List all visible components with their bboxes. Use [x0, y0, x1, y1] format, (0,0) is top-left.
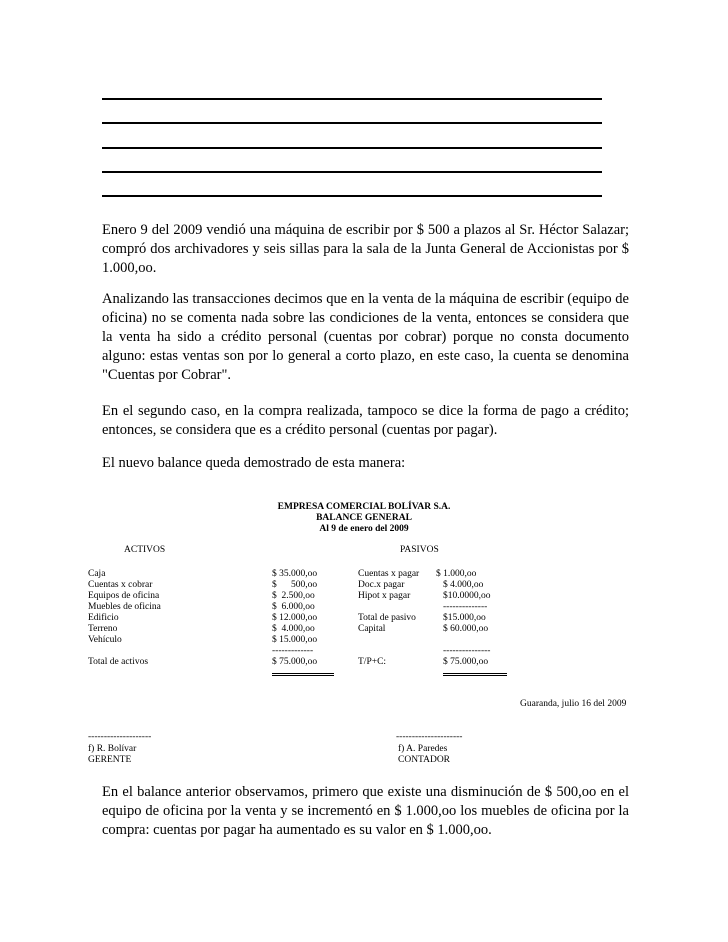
liability-amount: $ 60.000,oo — [443, 624, 489, 634]
liabilities-header: PASIVOS — [400, 545, 439, 555]
double-rule-right — [443, 669, 507, 680]
total-assets-amount: $ 75.000,oo — [272, 657, 318, 667]
asset-name: Equipos de oficina — [88, 591, 160, 601]
paragraph-new-balance: El nuevo balance queda demostrado de esta manera: — [102, 455, 406, 471]
signature-line-right: --------------------- — [396, 732, 463, 742]
assets-subtotal-line: ------------- — [272, 646, 314, 656]
liability-subtotal-line: -------------- — [443, 602, 488, 612]
asset-amount: $ 35.000,oo — [272, 569, 318, 579]
asset-name: Edificio — [88, 613, 119, 623]
asset-amount: $ 15.000,oo — [272, 635, 318, 645]
asset-amount: $ 12.000,oo — [272, 613, 318, 623]
liability-name: Total de pasivo — [358, 613, 416, 623]
place-date: Guaranda, julio 16 del 2009 — [520, 699, 627, 709]
double-rule-left — [272, 669, 334, 680]
asset-name: Terreno — [88, 624, 118, 634]
balance-date: Al 9 de enero del 2009 — [319, 524, 409, 534]
asset-amount: $ 6.000,oo — [272, 602, 315, 612]
signature-line-left: -------------------- — [88, 732, 152, 742]
asset-name: Muebles de oficina — [88, 602, 161, 612]
signer-right-role: CONTADOR — [398, 755, 451, 765]
paragraph-conclusion: En el balance anterior observamos, primero que existe una disminución de $ 500,oo en el equipo de oficina por la venta y se incrementó en $ 1.000,oo los muebles de oficina por la compra: cuentas por pagar ha aumentado es su valor en $ 1.000,oo. — [102, 784, 629, 838]
paragraph-sale: Enero 9 del 2009 vendió una máquina de escribir por $ 500 a plazos al Sr. Héctor Salazar; compró dos archivadores y seis sillas para la sala de la Junta General de Accionistas por $ 1.000,oo. — [102, 222, 629, 276]
liability-name: Capital — [358, 624, 386, 634]
signer-left-name: f) R. Bolívar — [88, 744, 137, 754]
blank-line-4 — [102, 171, 602, 173]
assets-header: ACTIVOS — [124, 545, 166, 555]
total-assets-label: Total de activos — [88, 657, 149, 667]
liability-name: Hipot x pagar — [358, 591, 411, 601]
signer-left-role: GERENTE — [88, 755, 132, 765]
liability-amount: $ 4.000,oo — [443, 580, 484, 590]
asset-amount: $ 4.000,oo — [272, 624, 315, 634]
liability-amount: $ 1.000,oo — [436, 569, 477, 579]
blank-line-5 — [102, 195, 602, 197]
liability-amount: $10.0000,oo — [443, 591, 491, 601]
liability-name: Cuentas x pagar — [358, 569, 420, 579]
asset-name: Vehículo — [88, 635, 122, 645]
company-name: EMPRESA COMERCIAL BOLÍVAR S.A. — [277, 502, 451, 512]
paragraph-second-case: En el segundo caso, en la compra realizada, tampoco se dice la forma de pago a crédito; entonces, se considera que es a crédito personal (cuentas por pagar). — [102, 403, 629, 438]
asset-name: Caja — [88, 569, 106, 579]
paragraph-analysis: Analizando las transacciones decimos que en la venta de la máquina de escribir (equipo de oficina) no se comenta nada sobre las condiciones de la venta, entonces se considera que la venta ha sido a crédito personal (cuentas por cobrar) porque no consta documento alguno: estas ventas son por lo general a corto plazo, en este caso, la cuenta se denomina "Cuentas por Cobrar". — [102, 291, 629, 383]
liabilities-subtotal-line: --------------- — [443, 646, 491, 656]
asset-name: Cuentas x cobrar — [88, 580, 153, 590]
blank-line-2 — [102, 122, 602, 124]
total-right-label: T/P+C: — [358, 657, 387, 667]
asset-amount: $ 500,oo — [272, 580, 318, 590]
total-right-amount: $ 75.000,oo — [443, 657, 489, 667]
liability-name: Doc.x pagar — [358, 580, 405, 590]
blank-line-3 — [102, 147, 602, 149]
asset-amount: $ 2.500,oo — [272, 591, 315, 601]
balance-title: BALANCE GENERAL — [316, 513, 412, 523]
blank-line-1 — [102, 98, 602, 100]
signer-right-name: f) A. Paredes — [398, 744, 448, 754]
liability-amount: $15.000,oo — [443, 613, 486, 623]
